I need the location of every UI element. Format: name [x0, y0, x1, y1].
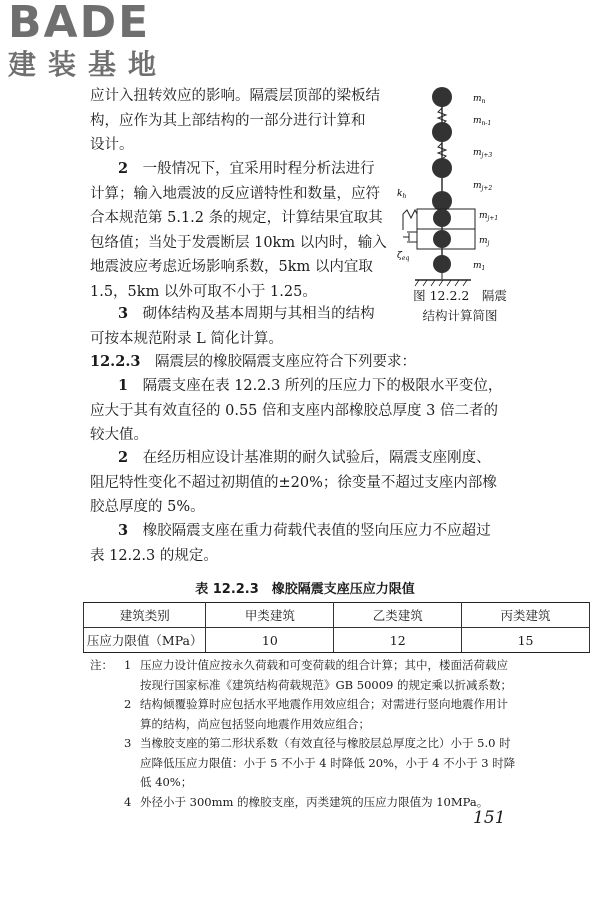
pressure-limit-table [83, 602, 590, 653]
text-line: 包络值；当处于发震断层 10km 以内时，输入 [90, 234, 387, 251]
mass-icon [432, 122, 452, 142]
requirement-2 [90, 446, 520, 520]
mass-icon [433, 209, 451, 227]
table-row [84, 628, 590, 653]
mass-icon [432, 158, 452, 178]
table-header-cell: 丙类建筑 [462, 603, 590, 628]
note-item: 1 压应力设计值应按永久荷载和可变荷载的组合计算；其中，楼面活荷载应 按现行国家标准《建筑结构荷载规范》GB 50009 的规定乘以折减系数； [124, 658, 513, 692]
svg-text:mj+3: $m_{j+3}$ [473, 148, 493, 159]
table-title: 表 12.2.3 橡胶隔震支座压应力限值 [195, 582, 415, 597]
text-line: 阻尼特性变化不超过初期值的±20%；徐变量不超过支座内部橡 [90, 474, 497, 491]
caption-line: 图 12.2.2 隔震 [413, 288, 507, 303]
svg-text:kh: $k_h$ [397, 189, 407, 200]
notes-label: 注： [90, 658, 113, 672]
table-header-cell: 乙类建筑 [334, 603, 462, 628]
note-item: 3 当橡胶支座的第二形状系数（有效直径与橡胶层总厚度之比）小于 5.0 时 应降低压应力限值：小于 5 不小于 4 时降低 20%，小于 4 不小于 3 时降 低 40%； [124, 736, 516, 789]
table-header-cell: 甲类建筑 [206, 603, 334, 628]
text-line: 计算；输入地震波的反应谱特性和数量，应符 [90, 185, 380, 202]
note-item: 4 外径小于 300mm 的橡胶支座，丙类建筑的压应力限值为 10MPa。 [124, 794, 489, 809]
svg-text:mj+1: $m_{j+1}$ [479, 211, 499, 222]
text-line: 地震波应考虑近场影响系数，5km 以内宜取 [90, 259, 373, 275]
isolator-spring-icon [403, 210, 417, 218]
note-item: 2 结构倾覆验算时应包括水平地震作用效应组合；对需进行竖向地震作用计 算的结构，尚应包括竖向地震作用效应组合； [124, 697, 508, 731]
mass-icon [432, 191, 452, 211]
table-row-label: 压应力限值（MPa） [84, 628, 206, 653]
page-number: 151 [473, 808, 506, 828]
requirement-1 [90, 374, 520, 448]
text-line: 可按本规范附录 L 简化计算。 [90, 330, 283, 347]
table-header-cell: 建筑类别 [84, 603, 206, 628]
text-line: 表 12.2.3 的规定。 [90, 547, 218, 564]
text-line: 3 橡胶隔震支座在重力荷载代表值的竖向压应力不应超过 [118, 522, 491, 539]
svg-text:m1: $m_1$ [473, 261, 486, 272]
text-line: 12.2.3 隔震层的橡胶隔震支座应符合下列要求： [90, 353, 416, 370]
table-header-row [84, 603, 590, 628]
table-cell: 12 [334, 628, 462, 653]
table-notes [90, 656, 600, 812]
item-2 [90, 157, 390, 304]
paragraph-top [90, 84, 390, 158]
item-3 [90, 302, 390, 351]
caption-line: 结构计算简图 [422, 308, 498, 323]
mass-icon [432, 87, 452, 107]
isolation-structure-diagram [395, 82, 525, 292]
svg-text:mj: $m_j$ [479, 236, 490, 247]
text-line: 1 隔震支座在表 12.2.3 所列的压应力下的极限水平变位， [118, 377, 503, 394]
text-line: 应大于其有效直径的 0.55 倍和支座内部橡胶总厚度 3 倍二者的 [90, 402, 498, 419]
requirement-3 [90, 519, 520, 568]
text-line: 较大值。 [90, 427, 148, 443]
mass-icon [433, 230, 451, 248]
clause-12-2-3 [90, 350, 520, 375]
svg-text:mn-1: $m_{n-1}$ [473, 116, 492, 127]
figure-caption [395, 286, 525, 326]
text-line: 2 在经历相应设计基准期的耐久试验后，隔震支座刚度、 [118, 449, 491, 466]
table-cell: 15 [462, 628, 590, 653]
text-line: 设计。 [90, 137, 134, 153]
svg-text:mj+2: $m_{j+2}$ [473, 181, 493, 192]
text-line: 构，应作为其上部结构的一部分进行计算和 [90, 112, 366, 129]
watermark-logo: BADE [8, 0, 151, 48]
text-line: 1.5，5km 以外可取不小于 1.25。 [90, 283, 317, 300]
text-line: 应计入扭转效应的影响。隔震层顶部的梁板结 [90, 88, 380, 104]
text-line: 胶总厚度的 5%。 [90, 499, 205, 515]
table-cell: 10 [206, 628, 334, 653]
text-line: 合本规范第 5.1.2 条的规定，计算结果宜取其 [90, 210, 383, 226]
text-line: 3 砌体结构及基本周期与其相当的结构 [118, 305, 375, 322]
text-line: 2 一般情况下，宜采用时程分析法进行 [118, 160, 375, 177]
mass-icon [433, 255, 451, 273]
watermark-subtitle: 建装基地 [8, 48, 169, 81]
svg-text:ζeq: $\zeta_{eq}$ [397, 251, 410, 262]
svg-text:mn: $m_n$ [473, 94, 486, 105]
